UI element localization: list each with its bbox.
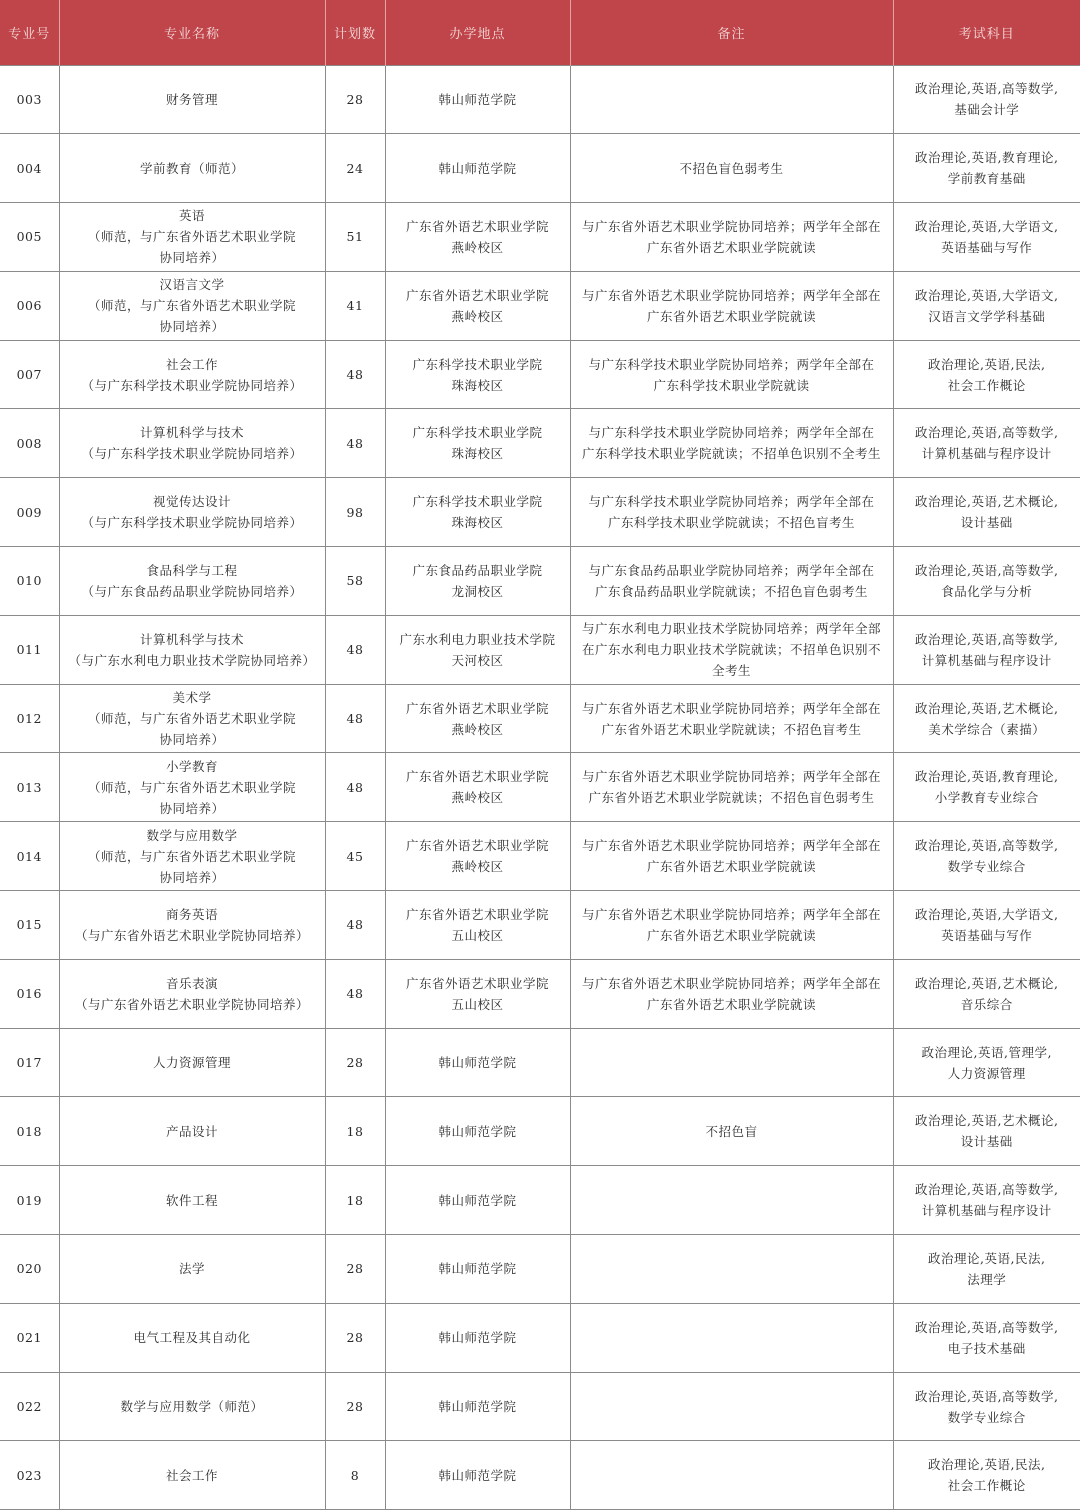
cell-note-line: 与广东科学技术职业学院协同培养；两学年全部在 — [588, 494, 875, 510]
table-row — [0, 340, 1080, 409]
cell-name-line: （师范，与广东省外语艺术职业学院 — [87, 711, 296, 727]
cell-note-line: 与广东食品药品职业学院协同培养；两学年全部在 — [588, 562, 875, 578]
cell-code: 003 — [0, 65, 59, 134]
cell-location-line: 珠海校区 — [451, 515, 504, 531]
cell-location — [385, 1028, 570, 1097]
table-row — [0, 409, 1080, 478]
cell-code: 021 — [0, 1303, 59, 1372]
cell-name-line: 产品设计 — [165, 1123, 218, 1139]
cell-name — [59, 547, 325, 616]
cell-plan: 48 — [325, 615, 385, 684]
cell-subjects-line: 政治理论,英语,高等数学, — [915, 425, 1059, 441]
cell-name-line: 视觉传达设计 — [152, 494, 231, 510]
cell-location — [385, 134, 570, 203]
table-row — [0, 1303, 1080, 1372]
cell-subjects-line: 政治理论,英语,高等数学, — [915, 81, 1059, 97]
cell-note-line: 广东省外语艺术职业学院就读 — [646, 859, 816, 875]
cell-note-line: 全考生 — [711, 663, 751, 679]
cell-name-line: 小学教育 — [165, 758, 218, 774]
cell-location-line: 燕岭校区 — [451, 859, 504, 875]
cell-subjects — [893, 959, 1080, 1028]
cell-note — [570, 1097, 893, 1166]
cell-subjects-line: 政治理论,英语,民法, — [928, 1457, 1046, 1473]
cell-code: 018 — [0, 1097, 59, 1166]
table-row — [0, 547, 1080, 616]
cell-plan: 18 — [325, 1097, 385, 1166]
cell-plan: 48 — [325, 684, 385, 753]
cell-name-line: 汉语言文学 — [159, 277, 225, 293]
cell-note-line: 与广东省外语艺术职业学院协同培养；两学年全部在 — [581, 287, 881, 303]
table-row — [0, 684, 1080, 753]
cell-name-line: 协同培养） — [159, 800, 225, 816]
cell-name-line: （与广东食品药品职业学院协同培养） — [81, 583, 303, 599]
cell-note-line: 广东省外语艺术职业学院就读 — [646, 927, 816, 943]
cell-plan: 48 — [325, 891, 385, 960]
cell-name-line: 食品科学与工程 — [146, 562, 238, 578]
cell-location — [385, 822, 570, 891]
cell-name-line: （师范，与广东省外语艺术职业学院 — [87, 848, 296, 864]
cell-subjects — [893, 478, 1080, 547]
cell-code: 017 — [0, 1028, 59, 1097]
cell-subjects-line: 政治理论,英语,高等数学, — [915, 631, 1059, 647]
cell-note — [570, 1441, 893, 1510]
cell-plan: 48 — [325, 753, 385, 822]
cell-plan: 18 — [325, 1166, 385, 1235]
cell-subjects-line: 计算机基础与程序设计 — [921, 446, 1052, 462]
table-row — [0, 891, 1080, 960]
cell-subjects-line: 计算机基础与程序设计 — [921, 1203, 1052, 1219]
cell-location-line: 广东科学技术职业学院 — [412, 425, 543, 441]
cell-location — [385, 1372, 570, 1441]
cell-location — [385, 753, 570, 822]
cell-name-line: 计算机科学与技术 — [139, 425, 244, 441]
cell-note-line: 不招色盲 — [705, 1123, 758, 1139]
cell-subjects-line: 音乐综合 — [960, 996, 1013, 1012]
cell-subjects-line: 政治理论,英语,高等数学, — [915, 1388, 1059, 1404]
cell-location-line: 韩山师范学院 — [438, 1399, 517, 1415]
cell-note — [570, 340, 893, 409]
table-row — [0, 615, 1080, 684]
cell-code: 011 — [0, 615, 59, 684]
cell-code: 005 — [0, 203, 59, 272]
cell-subjects — [893, 1097, 1080, 1166]
cell-subjects-line: 政治理论,英语,教育理论, — [915, 150, 1059, 166]
cell-location-line: 广东省外语艺术职业学院 — [405, 700, 549, 716]
cell-location-line: 韩山师范学院 — [438, 1123, 517, 1139]
cell-note-line: 与广东科学技术职业学院协同培养；两学年全部在 — [588, 356, 875, 372]
cell-name-line: 美术学 — [172, 690, 212, 706]
cell-subjects-line: 数学专业综合 — [947, 859, 1026, 875]
cell-name-line: 法学 — [178, 1261, 205, 1277]
cell-name — [59, 409, 325, 478]
cell-note-line: 与广东省外语艺术职业学院协同培养；两学年全部在 — [581, 769, 881, 785]
cell-note — [570, 547, 893, 616]
cell-code: 015 — [0, 891, 59, 960]
cell-subjects-line: 英语基础与写作 — [941, 239, 1033, 255]
cell-name — [59, 340, 325, 409]
cell-name — [59, 822, 325, 891]
cell-note — [570, 1372, 893, 1441]
cell-note — [570, 1303, 893, 1372]
cell-location-line: 广东省外语艺术职业学院 — [405, 975, 549, 991]
cell-code: 016 — [0, 959, 59, 1028]
cell-location — [385, 478, 570, 547]
cell-note — [570, 959, 893, 1028]
cell-subjects — [893, 547, 1080, 616]
cell-subjects-line: 汉语言文学学科基础 — [928, 308, 1046, 324]
cell-name — [59, 1235, 325, 1304]
cell-plan: 28 — [325, 1372, 385, 1441]
cell-subjects-line: 政治理论,英语,民法, — [928, 1250, 1046, 1266]
cell-subjects-line: 英语基础与写作 — [941, 927, 1033, 943]
cell-location — [385, 1166, 570, 1235]
cell-name — [59, 959, 325, 1028]
cell-subjects — [893, 409, 1080, 478]
cell-location — [385, 684, 570, 753]
table-row — [0, 134, 1080, 203]
cell-location-line: 五山校区 — [451, 996, 504, 1012]
cell-subjects — [893, 822, 1080, 891]
cell-subjects — [893, 1303, 1080, 1372]
cell-subjects — [893, 1372, 1080, 1441]
cell-location-line: 珠海校区 — [451, 377, 504, 393]
cell-code: 014 — [0, 822, 59, 891]
cell-code: 020 — [0, 1235, 59, 1304]
table-row — [0, 753, 1080, 822]
cell-subjects-line: 政治理论,英语,高等数学, — [915, 562, 1059, 578]
cell-name — [59, 684, 325, 753]
cell-name-line: 财务管理 — [165, 91, 218, 107]
table-body — [0, 65, 1080, 1510]
cell-location — [385, 615, 570, 684]
header-subjects: 考试科目 — [893, 0, 1080, 65]
cell-name — [59, 203, 325, 272]
cell-code: 006 — [0, 271, 59, 340]
cell-code: 019 — [0, 1166, 59, 1235]
cell-plan: 28 — [325, 1235, 385, 1304]
cell-subjects-line: 美术学综合（素描） — [928, 721, 1046, 737]
cell-name-line: 英语 — [178, 208, 205, 224]
cell-subjects-line: 政治理论,英语,民法, — [928, 356, 1046, 372]
cell-subjects-line: 政治理论,英语,教育理论, — [915, 769, 1059, 785]
cell-subjects-line: 社会工作概论 — [947, 1478, 1026, 1494]
cell-location-line: 广东水利电力职业技术学院 — [399, 631, 556, 647]
table-row — [0, 65, 1080, 134]
cell-subjects-line: 法理学 — [967, 1271, 1007, 1287]
cell-note — [570, 134, 893, 203]
table-row — [0, 959, 1080, 1028]
cell-plan: 28 — [325, 1303, 385, 1372]
cell-name-line: （与广东科学技术职业学院协同培养） — [81, 377, 303, 393]
cell-name — [59, 134, 325, 203]
cell-plan: 41 — [325, 271, 385, 340]
table-row — [0, 1372, 1080, 1441]
cell-location — [385, 1441, 570, 1510]
cell-location-line: 广东科学技术职业学院 — [412, 356, 543, 372]
cell-name — [59, 615, 325, 684]
cell-location — [385, 203, 570, 272]
cell-name-line: （与广东水利电力职业技术学院协同培养） — [68, 652, 316, 668]
cell-subjects-line: 社会工作概论 — [947, 377, 1026, 393]
cell-note-line: 与广东科学技术职业学院协同培养；两学年全部在 — [588, 425, 875, 441]
cell-note-line: 与广东省外语艺术职业学院协同培养；两学年全部在 — [581, 975, 881, 991]
cell-plan: 45 — [325, 822, 385, 891]
cell-name — [59, 478, 325, 547]
header-location: 办学地点 — [385, 0, 570, 65]
cell-location — [385, 409, 570, 478]
cell-note-line: 广东科学技术职业学院就读；不招单色识别不全考生 — [581, 446, 881, 462]
cell-location — [385, 65, 570, 134]
cell-name — [59, 271, 325, 340]
cell-plan: 24 — [325, 134, 385, 203]
cell-name-line: 协同培养） — [159, 250, 225, 266]
cell-subjects-line: 计算机基础与程序设计 — [921, 652, 1052, 668]
cell-note — [570, 615, 893, 684]
cell-subjects-line: 政治理论,英语,艺术概论, — [915, 494, 1059, 510]
header-row — [0, 0, 1080, 65]
cell-note-line: 与广东省外语艺术职业学院协同培养；两学年全部在 — [581, 218, 881, 234]
cell-name-line: 软件工程 — [165, 1192, 218, 1208]
cell-subjects — [893, 753, 1080, 822]
cell-location — [385, 959, 570, 1028]
cell-name-line: 计算机科学与技术 — [139, 631, 244, 647]
cell-note — [570, 478, 893, 547]
cell-name-line: （师范，与广东省外语艺术职业学院 — [87, 779, 296, 795]
cell-subjects-line: 政治理论,英语,大学语文, — [915, 218, 1059, 234]
cell-location-line: 燕岭校区 — [451, 239, 504, 255]
cell-name-line: 协同培养） — [159, 732, 225, 748]
cell-note — [570, 891, 893, 960]
cell-location-line: 广东科学技术职业学院 — [412, 494, 543, 510]
table-row — [0, 1097, 1080, 1166]
cell-note — [570, 1028, 893, 1097]
cell-location-line: 韩山师范学院 — [438, 91, 517, 107]
cell-subjects — [893, 615, 1080, 684]
cell-subjects — [893, 684, 1080, 753]
cell-subjects — [893, 1235, 1080, 1304]
header-note: 备注 — [570, 0, 893, 65]
cell-location-line: 韩山师范学院 — [438, 1192, 517, 1208]
cell-code: 013 — [0, 753, 59, 822]
cell-location-line: 广东省外语艺术职业学院 — [405, 218, 549, 234]
cell-code: 010 — [0, 547, 59, 616]
cell-subjects-line: 设计基础 — [960, 515, 1013, 531]
cell-subjects — [893, 1028, 1080, 1097]
cell-code: 008 — [0, 409, 59, 478]
cell-name — [59, 1028, 325, 1097]
cell-code: 007 — [0, 340, 59, 409]
cell-note-line: 广东食品药品职业学院就读；不招色盲色弱考生 — [594, 583, 868, 599]
header-plan: 计划数 — [325, 0, 385, 65]
cell-note — [570, 1235, 893, 1304]
table-row — [0, 1441, 1080, 1510]
cell-name — [59, 753, 325, 822]
cell-subjects-line: 政治理论,英语,高等数学, — [915, 1319, 1059, 1335]
cell-location-line: 五山校区 — [451, 927, 504, 943]
cell-location-line: 珠海校区 — [451, 446, 504, 462]
table-row — [0, 1028, 1080, 1097]
cell-note — [570, 684, 893, 753]
cell-plan: 51 — [325, 203, 385, 272]
cell-subjects — [893, 1441, 1080, 1510]
cell-note — [570, 409, 893, 478]
cell-subjects — [893, 271, 1080, 340]
cell-code: 023 — [0, 1441, 59, 1510]
cell-name-line: 协同培养） — [159, 319, 225, 335]
cell-plan: 98 — [325, 478, 385, 547]
cell-subjects-line: 学前教育基础 — [947, 171, 1026, 187]
cell-location-line: 韩山师范学院 — [438, 160, 517, 176]
cell-name — [59, 891, 325, 960]
cell-name-line: 社会工作 — [165, 1467, 218, 1483]
cell-location-line: 广东省外语艺术职业学院 — [405, 287, 549, 303]
cell-subjects-line: 食品化学与分析 — [941, 583, 1033, 599]
cell-location — [385, 1303, 570, 1372]
cell-subjects-line: 政治理论,英语,大学语文, — [915, 287, 1059, 303]
table-row — [0, 203, 1080, 272]
cell-name — [59, 1097, 325, 1166]
cell-note — [570, 1166, 893, 1235]
table-header — [0, 0, 1080, 65]
cell-note-line: 与广东省外语艺术职业学院协同培养；两学年全部在 — [581, 906, 881, 922]
table-row — [0, 271, 1080, 340]
header-name: 专业名称 — [59, 0, 325, 65]
cell-subjects — [893, 1166, 1080, 1235]
cell-code: 004 — [0, 134, 59, 203]
cell-subjects-line: 政治理论,英语,艺术概论, — [915, 975, 1059, 991]
cell-subjects-line: 设计基础 — [960, 1134, 1013, 1150]
cell-plan: 8 — [325, 1441, 385, 1510]
table-row — [0, 822, 1080, 891]
cell-location-line: 韩山师范学院 — [438, 1055, 517, 1071]
cell-name-line: 音乐表演 — [165, 975, 218, 991]
cell-subjects-line: 小学教育专业综合 — [934, 790, 1039, 806]
cell-name-line: 学前教育（师范） — [139, 160, 244, 176]
cell-note-line: 广东省外语艺术职业学院就读；不招色盲色弱考生 — [588, 790, 875, 806]
cell-note-line: 广东省外语艺术职业学院就读 — [646, 996, 816, 1012]
cell-note-line: 不招色盲色弱考生 — [679, 160, 784, 176]
cell-subjects — [893, 203, 1080, 272]
cell-name — [59, 65, 325, 134]
cell-note — [570, 65, 893, 134]
cell-note — [570, 271, 893, 340]
cell-note-line: 与广东省外语艺术职业学院协同培养；两学年全部在 — [581, 700, 881, 716]
cell-note-line: 广东科学技术职业学院就读；不招色盲考生 — [607, 515, 855, 531]
cell-name-line: （师范，与广东省外语艺术职业学院 — [87, 298, 296, 314]
cell-code: 022 — [0, 1372, 59, 1441]
cell-location — [385, 547, 570, 616]
cell-subjects-line: 政治理论,英语,艺术概论, — [915, 1113, 1059, 1129]
cell-name-line: （师范，与广东省外语艺术职业学院 — [87, 229, 296, 245]
cell-location — [385, 340, 570, 409]
cell-name-line: 数学与应用数学 — [146, 827, 238, 843]
cell-location-line: 广东省外语艺术职业学院 — [405, 838, 549, 854]
cell-subjects-line: 政治理论,英语,高等数学, — [915, 838, 1059, 854]
cell-location — [385, 1235, 570, 1304]
cell-location — [385, 1097, 570, 1166]
cell-location-line: 燕岭校区 — [451, 790, 504, 806]
cell-subjects-line: 电子技术基础 — [947, 1340, 1026, 1356]
cell-location-line: 燕岭校区 — [451, 721, 504, 737]
cell-name-line: 数学与应用数学（师范） — [120, 1399, 264, 1415]
cell-location-line: 燕岭校区 — [451, 308, 504, 324]
cell-subjects — [893, 134, 1080, 203]
cell-name-line: 电气工程及其自动化 — [133, 1330, 251, 1346]
cell-plan: 48 — [325, 340, 385, 409]
cell-subjects — [893, 65, 1080, 134]
cell-note-line: 广东省外语艺术职业学院就读；不招色盲考生 — [601, 721, 862, 737]
cell-subjects-line: 政治理论,英语,管理学, — [921, 1044, 1052, 1060]
cell-code: 009 — [0, 478, 59, 547]
cell-subjects-line: 数学专业综合 — [947, 1409, 1026, 1425]
cell-subjects-line: 基础会计学 — [954, 102, 1020, 118]
cell-note-line: 在广东水利电力职业技术学院就读；不招单色识别不 — [581, 642, 881, 658]
cell-name-line: 社会工作 — [165, 356, 218, 372]
cell-subjects-line: 政治理论,英语,大学语文, — [915, 906, 1059, 922]
cell-plan: 48 — [325, 409, 385, 478]
cell-location-line: 天河校区 — [451, 652, 504, 668]
cell-note — [570, 203, 893, 272]
cell-plan: 48 — [325, 959, 385, 1028]
cell-name-line: （与广东省外语艺术职业学院协同培养） — [74, 996, 309, 1012]
cell-location-line: 广东省外语艺术职业学院 — [405, 769, 549, 785]
cell-name-line: （与广东省外语艺术职业学院协同培养） — [74, 927, 309, 943]
cell-location-line: 广东省外语艺术职业学院 — [405, 906, 549, 922]
cell-note-line: 与广东水利电力职业技术学院协同培养；两学年全部 — [581, 621, 881, 637]
cell-location — [385, 891, 570, 960]
cell-name — [59, 1441, 325, 1510]
cell-name-line: 商务英语 — [165, 906, 218, 922]
cell-location-line: 韩山师范学院 — [438, 1330, 517, 1346]
cell-note — [570, 822, 893, 891]
cell-name-line: 协同培养） — [159, 869, 225, 885]
cell-location-line: 韩山师范学院 — [438, 1467, 517, 1483]
cell-location-line: 龙洞校区 — [451, 583, 504, 599]
cell-name-line: （与广东科学技术职业学院协同培养） — [81, 515, 303, 531]
cell-name — [59, 1303, 325, 1372]
cell-plan: 58 — [325, 547, 385, 616]
cell-location-line: 广东食品药品职业学院 — [412, 562, 543, 578]
cell-subjects — [893, 891, 1080, 960]
cell-note-line: 广东省外语艺术职业学院就读 — [646, 239, 816, 255]
cell-note — [570, 753, 893, 822]
cell-location-line: 韩山师范学院 — [438, 1261, 517, 1277]
cell-subjects-line: 政治理论,英语,高等数学, — [915, 1182, 1059, 1198]
table-row — [0, 478, 1080, 547]
cell-note-line: 与广东省外语艺术职业学院协同培养；两学年全部在 — [581, 838, 881, 854]
cell-name-line: 人力资源管理 — [152, 1055, 231, 1071]
cell-note-line: 广东省外语艺术职业学院就读 — [646, 308, 816, 324]
cell-name — [59, 1166, 325, 1235]
cell-note-line: 广东科学技术职业学院就读 — [653, 377, 810, 393]
table-row — [0, 1235, 1080, 1304]
table-row — [0, 1166, 1080, 1235]
cell-subjects-line: 人力资源管理 — [947, 1065, 1026, 1081]
cell-name — [59, 1372, 325, 1441]
cell-subjects-line: 政治理论,英语,艺术概论, — [915, 700, 1059, 716]
cell-plan: 28 — [325, 1028, 385, 1097]
cell-code: 012 — [0, 684, 59, 753]
cell-location — [385, 271, 570, 340]
header-code: 专业号 — [0, 0, 59, 65]
cell-subjects — [893, 340, 1080, 409]
cell-plan: 28 — [325, 65, 385, 134]
cell-name-line: （与广东科学技术职业学院协同培养） — [81, 446, 303, 462]
